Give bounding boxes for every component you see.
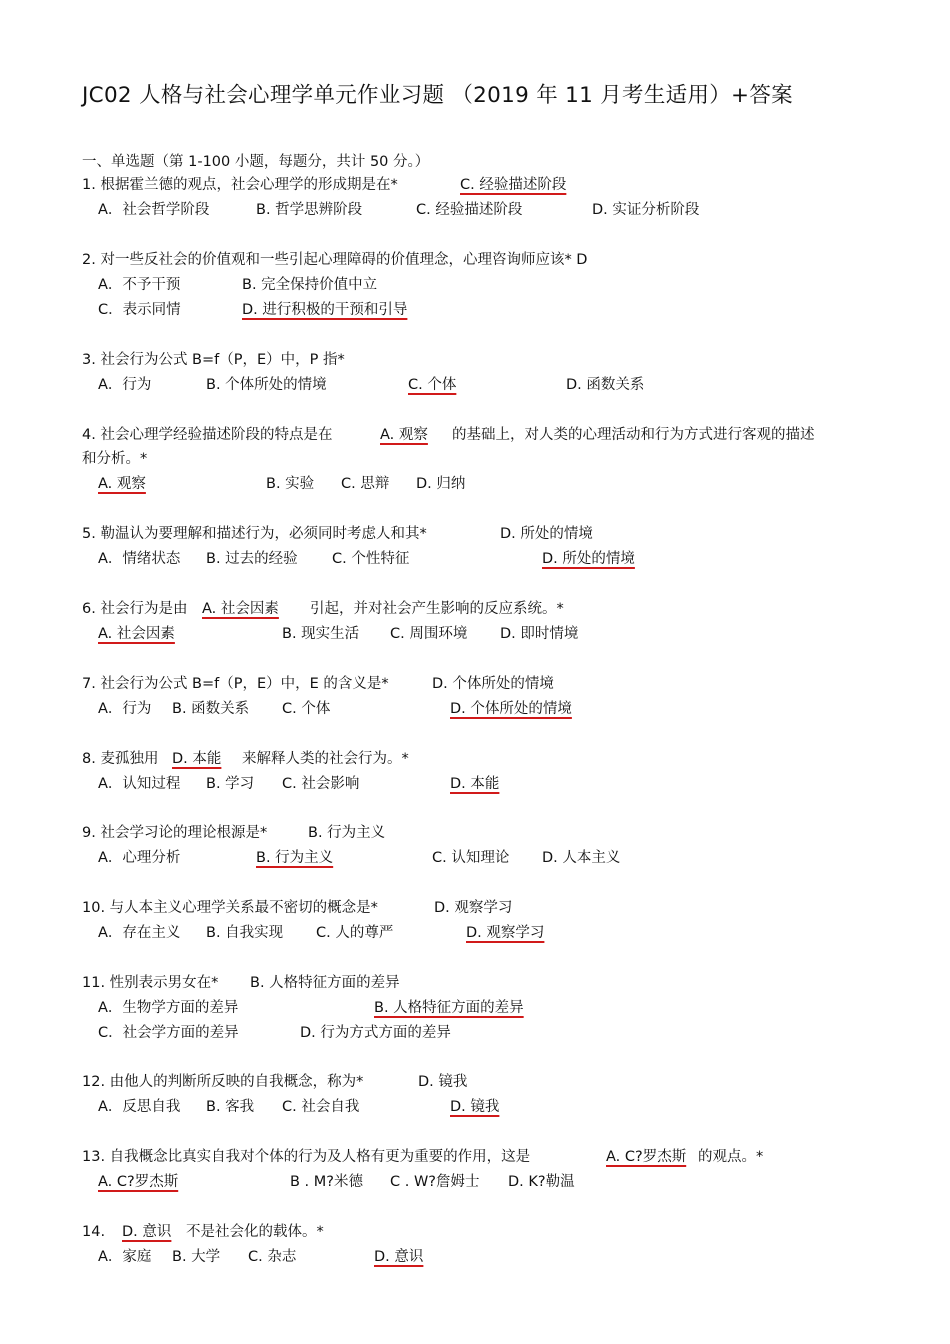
q2-option-a: A．不予干预 xyxy=(98,277,181,293)
q13-stem-rest: 的观点。* xyxy=(698,1149,764,1165)
question-11 xyxy=(82,972,882,994)
q4-stem-rest: 的基础上，对人类的心理活动和行为方式进行客观的描述 xyxy=(452,427,815,443)
q3-options xyxy=(98,374,898,396)
question-4 xyxy=(82,424,882,446)
q3-option-b: B. 个体所处的情境 xyxy=(206,377,327,393)
q13-option-d: D. K?勒温 xyxy=(508,1174,575,1190)
q7-option-b: B. 函数关系 xyxy=(172,701,250,717)
q6-stem-rest: 引起，并对社会产生影响的反应系统。* xyxy=(310,601,564,617)
q9-option-a: A．心理分析 xyxy=(98,850,181,866)
q1-option-d: D. 实证分析阶段 xyxy=(592,202,700,218)
q2-stem: 2. 对一些反社会的价值观和一些引起心理障碍的价值理念，心理咨询师应该* D xyxy=(82,252,588,268)
q5-option-c: C. 个性特征 xyxy=(332,551,410,567)
q13-option-c: C . W?詹姆士 xyxy=(390,1174,480,1190)
question-7 xyxy=(82,673,882,695)
question-6 xyxy=(82,598,882,620)
q8-option-a: A．认知过程 xyxy=(98,776,181,792)
q11-option-a: A．生物学方面的差异 xyxy=(98,1000,239,1016)
q12-option-b: B. 客我 xyxy=(206,1099,255,1115)
q10-answer: D. 观察学习 xyxy=(434,900,513,916)
q4-options xyxy=(98,473,898,495)
q6-option-c: C. 周围环境 xyxy=(390,626,468,642)
q5-options xyxy=(98,548,898,570)
question-1 xyxy=(82,174,882,196)
q11-option-c: C．社会学方面的差异 xyxy=(98,1025,239,1041)
q8-answer: D. 本能 xyxy=(172,751,222,767)
q5-answer: D. 所处的情境 xyxy=(500,526,593,542)
q12-answer: D. 镜我 xyxy=(418,1074,468,1090)
q10-option-d: D. 观察学习 xyxy=(466,925,545,941)
q5-stem: 5. 勒温认为要理解和描述行为，必须同时考虑人和其* xyxy=(82,526,427,542)
q14-stem-rest: 不是社会化的载体。* xyxy=(186,1224,324,1240)
q7-option-c: C. 个体 xyxy=(282,701,331,717)
q2-option-c: C．表示同情 xyxy=(98,302,181,318)
q2-option-d: D. 进行积极的干预和引导 xyxy=(242,302,408,318)
question-14 xyxy=(82,1221,882,1243)
q13-option-a: A. C?罗杰斯 xyxy=(98,1174,179,1190)
q3-option-c: C. 个体 xyxy=(408,377,457,393)
q1-option-b: B. 哲学思辨阶段 xyxy=(256,202,363,218)
q11-stem: 11. 性别表示男女在* xyxy=(82,975,219,991)
q4-answer: A. 观察 xyxy=(380,427,428,443)
q5-option-b: B. 过去的经验 xyxy=(206,551,298,567)
q9-option-b: B. 行为主义 xyxy=(256,850,334,866)
q6-option-b: B. 现实生活 xyxy=(282,626,360,642)
q8-stem: 8. 麦孤独用 xyxy=(82,751,159,767)
q10-options xyxy=(98,922,898,944)
question-13 xyxy=(82,1146,882,1168)
q10-option-a: A．存在主义 xyxy=(98,925,181,941)
q11-options-row1 xyxy=(98,997,898,1019)
q4-option-a: A. 观察 xyxy=(98,476,146,492)
q4-stem: 4. 社会心理学经验描述阶段的特点是在 xyxy=(82,427,333,443)
q9-stem: 9. 社会学习论的理论根源是* xyxy=(82,825,268,841)
q10-option-c: C. 人的尊严 xyxy=(316,925,394,941)
question-3 xyxy=(82,349,882,371)
q1-answer: C. 经验描述阶段 xyxy=(460,177,567,193)
q2-options-row2 xyxy=(98,299,898,321)
q12-options xyxy=(98,1096,898,1118)
q7-option-a: A．行为 xyxy=(98,701,152,717)
q13-options xyxy=(98,1171,898,1193)
q4-option-b: B. 实验 xyxy=(266,476,315,492)
q13-stem: 13. 自我概念比真实自我对个体的行为及人格有更为重要的作用，这是 xyxy=(82,1149,531,1165)
question-10 xyxy=(82,897,882,919)
q14-option-c: C. 杂志 xyxy=(248,1249,297,1265)
q8-option-b: B. 学习 xyxy=(206,776,255,792)
question-8 xyxy=(82,748,882,770)
q11-option-d: D. 行为方式方面的差异 xyxy=(300,1025,451,1041)
q14-number: 14. xyxy=(82,1224,106,1240)
q8-options xyxy=(98,773,898,795)
q4-option-d: D. 归纳 xyxy=(416,476,466,492)
q6-option-d: D. 即时情境 xyxy=(500,626,579,642)
q9-option-c: C. 认知理论 xyxy=(432,850,510,866)
q14-option-b: B. 大学 xyxy=(172,1249,221,1265)
q11-answer: B. 人格特征方面的差异 xyxy=(250,975,400,991)
q1-stem: 1. 根据霍兰德的观点，社会心理学的形成期是在* xyxy=(82,177,398,193)
section-header: 一、单选题（第 1-100 小题，每题分，共计 50 分。） xyxy=(82,154,430,170)
q6-answer: A. 社会因素 xyxy=(202,601,279,617)
q9-answer: B. 行为主义 xyxy=(308,825,386,841)
page-title: JC02 人格与社会心理学单元作业习题 （2019 年 11 月考生适用）+答案 xyxy=(82,83,793,108)
q2-option-b: B. 完全保持价值中立 xyxy=(242,277,378,293)
q3-option-a: A．行为 xyxy=(98,377,152,393)
question-9 xyxy=(82,822,882,844)
q3-stem: 3. 社会行为公式 B=f（P，E）中，P 指* xyxy=(82,352,345,368)
q12-option-d: D. 镜我 xyxy=(450,1099,500,1115)
q5-option-a: A．情绪状态 xyxy=(98,551,181,567)
q4-option-c: C. 思辩 xyxy=(341,476,390,492)
q12-option-a: A．反思自我 xyxy=(98,1099,181,1115)
q11-options-row2 xyxy=(98,1022,898,1044)
q13-option-b: B . M?米德 xyxy=(290,1174,363,1190)
q10-stem: 10. 与人本主义心理学关系最不密切的概念是* xyxy=(82,900,378,916)
q8-stem-rest: 来解释人类的社会行为。* xyxy=(242,751,409,767)
q1-options xyxy=(98,199,898,221)
q9-option-d: D. 人本主义 xyxy=(542,850,621,866)
q14-options xyxy=(98,1246,898,1268)
q12-stem: 12. 由他人的判断所反映的自我概念，称为* xyxy=(82,1074,364,1090)
q1-option-a: A．社会哲学阶段 xyxy=(98,202,210,218)
q6-stem: 6. 社会行为是由 xyxy=(82,601,188,617)
q12-option-c: C. 社会自我 xyxy=(282,1099,360,1115)
q11-option-b: B. 人格特征方面的差异 xyxy=(374,1000,524,1016)
q5-option-d: D. 所处的情境 xyxy=(542,551,635,567)
q10-option-b: B. 自我实现 xyxy=(206,925,284,941)
q14-answer: D. 意识 xyxy=(122,1224,172,1240)
q13-answer: A. C?罗杰斯 xyxy=(606,1149,687,1165)
q3-option-d: D. 函数关系 xyxy=(566,377,645,393)
question-2 xyxy=(82,249,882,271)
q14-option-a: A．家庭 xyxy=(98,1249,152,1265)
q4-stem-line2: 和分析。* xyxy=(82,451,148,467)
q6-options xyxy=(98,623,898,645)
q14-option-d: D. 意识 xyxy=(374,1249,424,1265)
q8-option-d: D. 本能 xyxy=(450,776,500,792)
q9-options xyxy=(98,847,898,869)
question-5 xyxy=(82,523,882,545)
q7-answer: D. 个体所处的情境 xyxy=(432,676,554,692)
q2-options-row1 xyxy=(98,274,898,296)
q7-option-d: D. 个体所处的情境 xyxy=(450,701,572,717)
q7-options xyxy=(98,698,898,720)
q7-stem: 7. 社会行为公式 B=f（P，E）中，E 的含义是* xyxy=(82,676,389,692)
q1-option-c: C. 经验描述阶段 xyxy=(416,202,523,218)
q6-option-a: A. 社会因素 xyxy=(98,626,175,642)
question-12 xyxy=(82,1071,882,1093)
q8-option-c: C. 社会影响 xyxy=(282,776,360,792)
